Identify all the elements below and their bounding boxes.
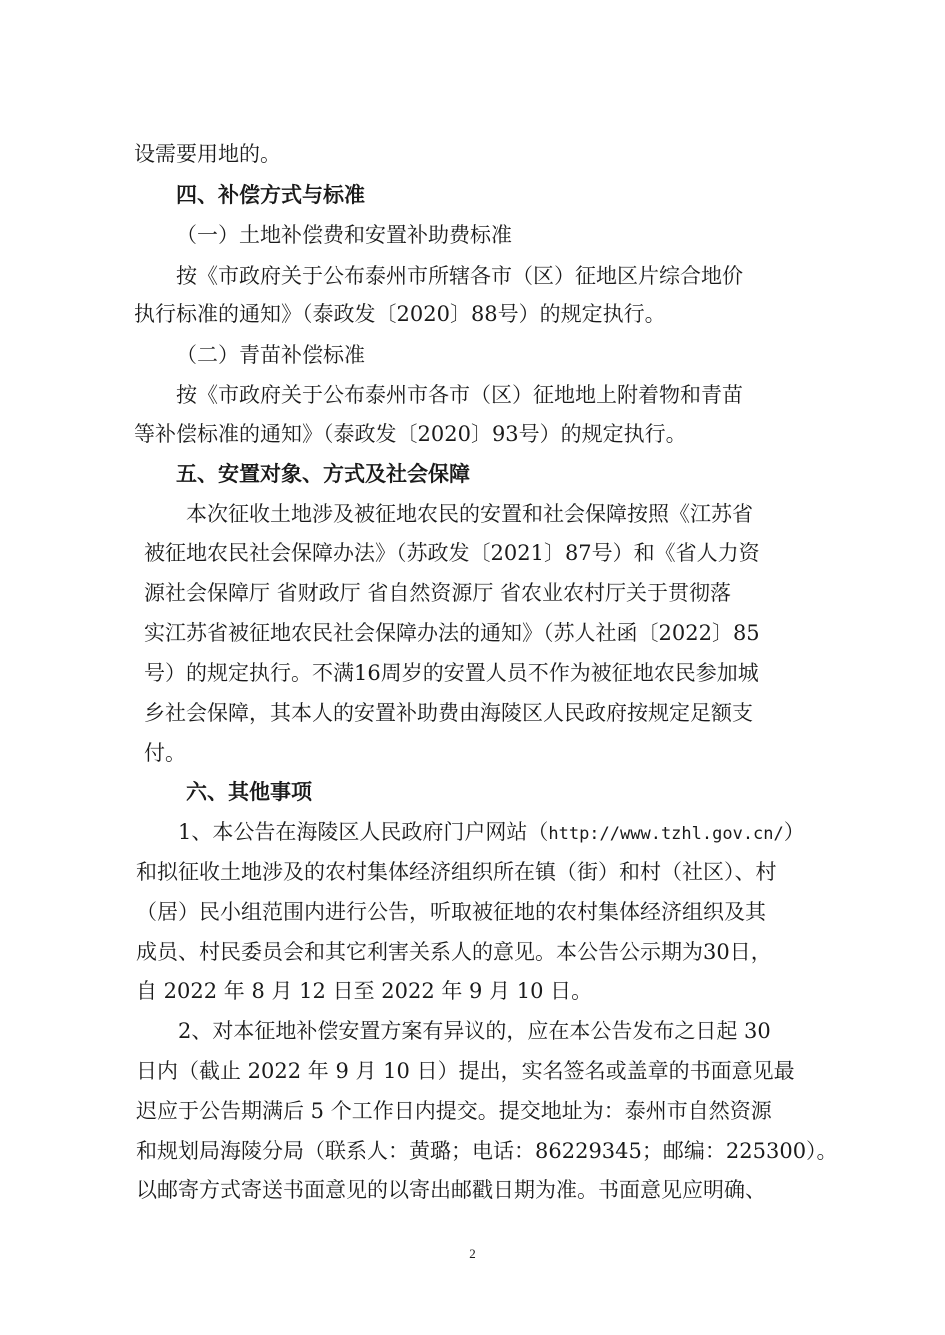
page-number: 2 [469,1246,476,1261]
text-line: 按《市政府关于公布泰州市所辖各市（区）征地区片综合地价 [176,264,743,288]
text-line: 自 2022 年 8 月 12 日至 2022 年 9 月 10 日。 [136,979,593,1003]
section-heading: 五、安置对象、方式及社会保障 [176,461,470,486]
text-line: 号）的规定执行。不满16周岁的安置人员不作为被征地农民参加城 [144,661,759,685]
text-line: 迟应于公告期满后 5 个工作日内提交。提交地址为：泰州市自然资源 [136,1099,772,1123]
text-line: 实江苏省被征地农民社会保障办法的通知》（苏人社函〔2022〕85 [144,621,760,645]
text-line: 本次征收土地涉及被征地农民的安置和社会保障按照《江苏省 [186,502,753,526]
text-segment: 1、本公告在海陵区人民政府门户网站（ [178,820,549,844]
section-heading: 六、其他事项 [186,779,312,804]
subsection-heading: （一）土地补偿费和安置补助费标准 [176,223,512,247]
text-line: 和拟征收土地涉及的农村集体经济组织所在镇（街）和村（社区）、村 [136,860,777,884]
text-line: 2、对本征地补偿安置方案有异议的，应在本公告发布之日起 30 [178,1019,771,1043]
text-line: 付。 [144,741,186,765]
text-line: 源社会保障厅 省财政厅 省自然资源厅 省农业农村厅关于贯彻落 [144,581,732,605]
website-url: http://www.tzhl.gov.cn/ [548,824,784,844]
text-segment: ） [783,820,805,844]
text-line: 成员、村民委员会和其它利害关系人的意见。本公告公示期为30日， [136,940,772,964]
text-line: 被征地农民社会保障办法》（苏政发〔2021〕87号）和《省人力资 [144,541,760,565]
text-line: 和规划局海陵分局（联系人：黄璐；电话：86229345；邮编：225300）。 [136,1139,838,1163]
section-heading: 四、补偿方式与标准 [176,182,365,207]
text-line: 执行标准的通知》（泰政发〔2020〕88号）的规定执行。 [134,302,666,326]
text-line: 按《市政府关于公布泰州市各市（区）征地地上附着物和青苗 [176,383,743,407]
text-line: （居）民小组范围内进行公告，听取被征地的农村集体经济组织及其 [136,900,766,924]
text-line [178,818,805,848]
subsection-heading: （二）青苗补偿标准 [176,343,365,367]
text-line: 乡社会保障，其本人的安置补助费由海陵区人民政府按规定足额支 [144,701,753,725]
text-line: 设需要用地的。 [134,142,281,166]
text-line: 以邮寄方式寄送书面意见的以寄出邮戳日期为准。书面意见应明确、 [136,1178,766,1202]
text-line: 日内（截止 2022 年 9 月 10 日）提出，实名签名或盖章的书面意见最 [136,1059,795,1083]
text-line: 等补偿标准的通知》（泰政发〔2020〕93号）的规定执行。 [134,422,687,446]
